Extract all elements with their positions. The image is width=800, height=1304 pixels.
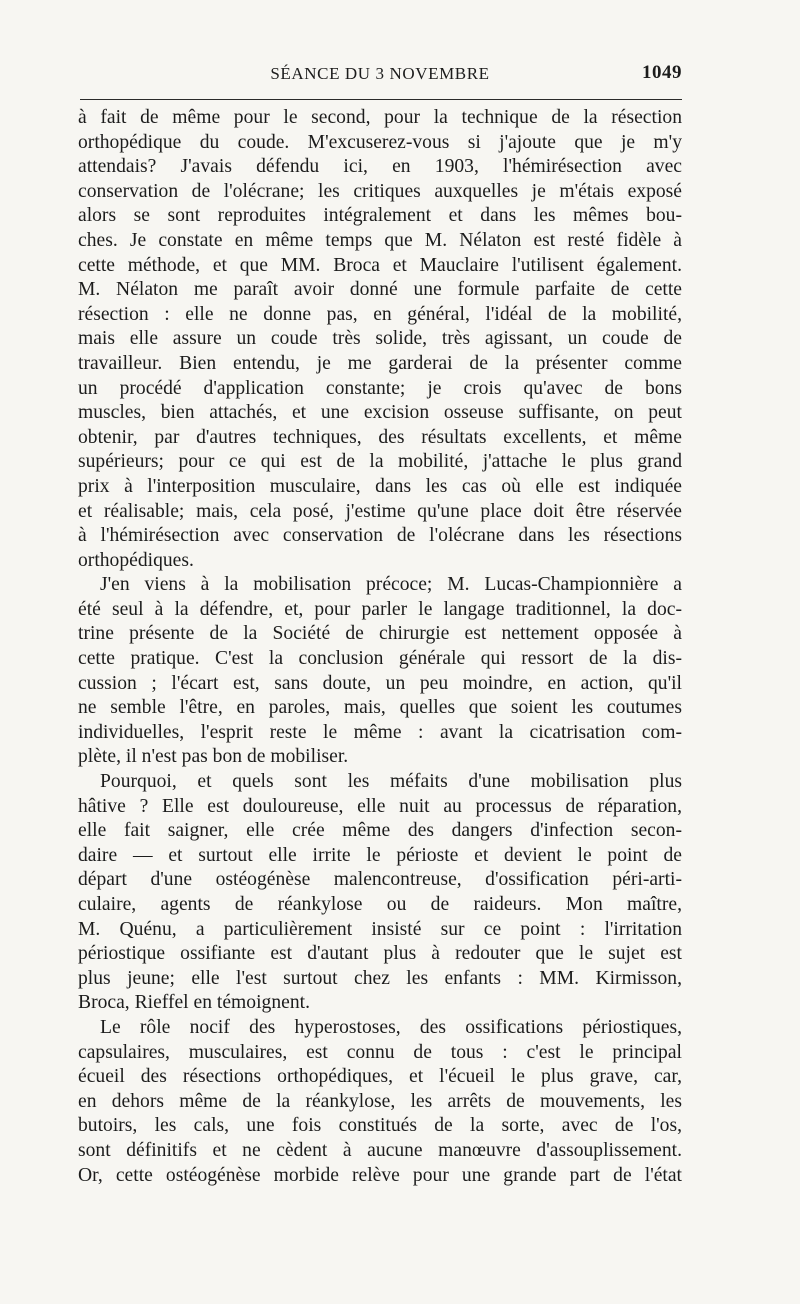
text-line: un procédé d'application constante; je crois qu'avec de bons	[78, 377, 682, 399]
text-line: orthopédiques.	[78, 549, 194, 571]
text-line: hâtive ? Elle est douloureuse, elle nuit au processus de réparation,	[78, 795, 682, 817]
text-line: culaire, agents de réankylose ou de raideurs. Mon maître,	[78, 894, 682, 915]
text-line: alors se sont reproduites intégralement et dans les mêmes bou-	[78, 205, 682, 227]
text-line: prix à l'interposition musculaire, dans les cas où elle est indiquée	[78, 475, 682, 497]
page-number: 1049	[642, 62, 682, 83]
text-line: départ d'une ostéogénèse malencontreuse, d'ossification péri-arti-	[78, 869, 682, 891]
text-line: supérieurs; pour ce qui est de la mobilité, j'attache le plus grand	[78, 451, 682, 473]
text-line: à fait de même pour le second, pour la technique de la résection	[78, 107, 682, 128]
text-line: cette méthode, et que MM. Broca et Mauclaire l'utilisent également.	[78, 254, 682, 276]
text-line: Or, cette ostéogénèse morbide relève pour une grande part de l'état	[78, 1164, 682, 1186]
text-line: ne semble l'être, en paroles, mais, quelles que soient les coutumes	[78, 697, 682, 719]
text-line: orthopédique du coude. M'excuserez-vous si j'ajoute que je m'y	[78, 131, 682, 153]
text-line: M. Nélaton me paraît avoir donné une formule parfaite de cette	[78, 279, 682, 301]
text-line: été seul à la défendre, et, pour parler le langage traditionnel, la doc-	[78, 598, 682, 620]
text-line: ches. Je constate en même temps que M. Nélaton est resté fidèle à	[78, 229, 682, 251]
text-line: J'en viens à la mobilisation précoce; M. Lucas-Championnière a	[100, 574, 682, 596]
text-line: et réalisable; mais, cela posé, j'estime qu'une place doit être réservée	[78, 500, 682, 522]
text-line: butoirs, les cals, une fois constitués de la sorte, avec de l'os,	[78, 1115, 682, 1137]
text-line: muscles, bien attachés, et une excision osseuse suffisante, on peut	[78, 402, 682, 424]
text-line: Pourquoi, et quels sont les méfaits d'une mobilisation plus	[100, 771, 682, 793]
text-line: conservation de l'olécrane; les critiques auxquelles je m'étais exposé	[78, 180, 682, 202]
text-line: périostique ossifiante est d'autant plus à redouter que le sujet est	[78, 943, 682, 965]
running-head: SÉANCE DU 3 NOVEMBRE	[270, 64, 490, 83]
body-text	[78, 106, 682, 1188]
text-line: M. Quénu, a particulièrement insisté sur ce point : l'irritation	[78, 918, 682, 940]
text-line: cette pratique. C'est la conclusion générale qui ressort de la dis-	[78, 648, 682, 670]
text-line: Broca, Rieffel en témoignent.	[78, 992, 310, 1014]
text-line: mais elle assure un coude très solide, très agissant, un coude de	[78, 328, 682, 350]
text-line: cussion ; l'écart est, sans doute, un peu moindre, en action, qu'il	[78, 672, 682, 694]
text-line: plète, il n'est pas bon de mobiliser.	[78, 746, 349, 768]
text-line: Le rôle nocif des hyperostoses, des ossifications périostiques,	[100, 1016, 682, 1038]
text-line: capsulaires, musculaires, est connu de tous : c'est le principal	[78, 1041, 682, 1063]
text-line: travailleur. Bien entendu, je me garderai de la présenter comme	[78, 352, 682, 374]
header-rule	[80, 99, 682, 100]
text-line: daire — et surtout elle irrite le périoste et devient le point de	[78, 844, 682, 866]
text-line: plus jeune; elle l'est surtout chez les enfants : MM. Kirmisson,	[78, 967, 682, 989]
text-line: en dehors même de la réankylose, les arrêts de mouvements, les	[78, 1090, 682, 1112]
text-line: trine présente de la Société de chirurgie est nettement opposée à	[78, 623, 682, 645]
text-line: résection : elle ne donne pas, en général, l'idéal de la mobilité,	[78, 303, 682, 325]
text-line: individuelles, l'esprit reste le même : avant la cicatrisation com-	[78, 721, 682, 743]
text-line: elle fait saigner, elle crée même des dangers d'infection secon-	[78, 820, 682, 842]
text-line: à l'hémirésection avec conservation de l'olécrane dans les résections	[78, 525, 682, 547]
text-line: attendais? J'avais défendu ici, en 1903, l'hémirésection avec	[78, 156, 682, 178]
text-line: écueil des résections orthopédiques, et l'écueil le plus grave, car,	[78, 1066, 682, 1088]
text-line: sont définitifs et ne cèdent à aucune manœuvre d'assouplissement.	[78, 1139, 682, 1161]
text-line: obtenir, par d'autres techniques, des résultats excellents, et même	[78, 426, 682, 448]
book-page	[78, 58, 682, 1188]
page-header	[78, 58, 682, 88]
